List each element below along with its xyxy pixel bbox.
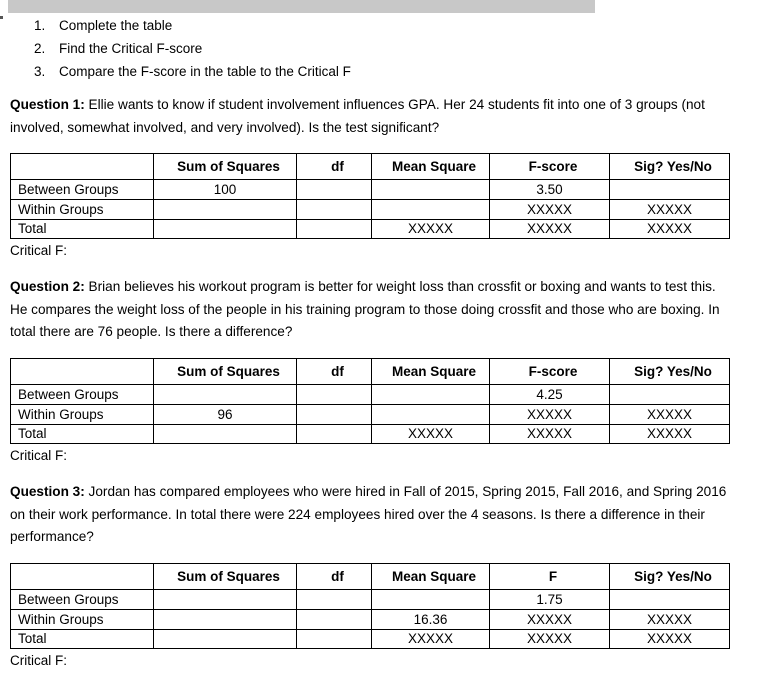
cell-mean-square[interactable]: 16.36 — [372, 610, 490, 630]
cell-mean-square[interactable] — [372, 200, 490, 220]
cell-df[interactable] — [297, 610, 372, 630]
cell-f-score: XXXXX — [490, 405, 610, 425]
row-label: Within Groups — [11, 610, 154, 630]
critical-f-label-1: Critical F: — [10, 243, 67, 258]
row-label: Between Groups — [11, 180, 154, 200]
cell-mean-square: XXXXX — [372, 425, 490, 444]
header-sig: Sig? Yes/No — [610, 359, 730, 385]
table-row-within — [11, 405, 730, 425]
row-label: Total — [11, 630, 154, 649]
top-gray-bar — [8, 0, 595, 13]
header-f-score: F-score — [490, 359, 610, 385]
header-f: F — [490, 564, 610, 590]
critical-f-label-2: Critical F: — [10, 448, 67, 463]
header-mean-square: Mean Square — [372, 564, 490, 590]
table-header-row — [11, 154, 730, 180]
header-sig: Sig? Yes/No — [610, 154, 730, 180]
header-mean-square: Mean Square — [372, 359, 490, 385]
cell-mean-square[interactable] — [372, 180, 490, 200]
row-label: Within Groups — [11, 405, 154, 425]
cell-df[interactable] — [297, 200, 372, 220]
cell-df[interactable] — [297, 180, 372, 200]
table-row-within — [11, 610, 730, 630]
cell-sum-of-squares[interactable] — [154, 220, 297, 239]
cell-df[interactable] — [297, 425, 372, 444]
cell-sum-of-squares[interactable]: 96 — [154, 405, 297, 425]
header-sum-of-squares: Sum of Squares — [154, 564, 297, 590]
anova-table-1 — [10, 153, 730, 239]
cell-sig: XXXXX — [610, 425, 730, 444]
cell-sum-of-squares[interactable]: 100 — [154, 180, 297, 200]
cell-sig: XXXXX — [610, 220, 730, 239]
table-header-row — [11, 359, 730, 385]
row-label: Within Groups — [11, 200, 154, 220]
header-f-score: F-score — [490, 154, 610, 180]
cell-f-score[interactable]: 3.50 — [490, 180, 610, 200]
header-cell — [11, 359, 154, 385]
table-row-within — [11, 200, 730, 220]
table-row-between — [11, 590, 730, 610]
cell-mean-square[interactable] — [372, 385, 490, 405]
cell-df[interactable] — [297, 590, 372, 610]
anova-table-3 — [10, 563, 730, 649]
step-3: 3. Compare the F-score in the table to the Critical F — [34, 64, 351, 79]
cell-mean-square[interactable] — [372, 405, 490, 425]
cell-f-score: XXXXX — [490, 630, 610, 649]
cell-sig: XXXXX — [610, 630, 730, 649]
cell-f-score: XXXXX — [490, 200, 610, 220]
question-1-text: Question 1: Ellie wants to know if student involvement influences GPA. Her 24 students fit into one of 3 groups (not involved, somewhat involved, and very involved). Is the test significant? — [10, 97, 705, 135]
cell-sig: XXXXX — [610, 405, 730, 425]
row-label: Between Groups — [11, 385, 154, 405]
table-row-total — [11, 630, 730, 649]
table-row-total — [11, 425, 730, 444]
header-df: df — [297, 154, 372, 180]
step-2: 2. Find the Critical F-score — [34, 41, 203, 56]
question-2-text: Question 2: Brian believes his workout program is better for weight loss than crossfit or boxing and wants to test this. He compares the weight loss of the people in his training program to those doing crossfit and those who are boxing. In total there are 76 people. Is there a difference? — [10, 279, 720, 339]
cell-f-score: XXXXX — [490, 425, 610, 444]
header-mean-square: Mean Square — [372, 154, 490, 180]
question-3-label: Question 3: — [10, 484, 85, 499]
cell-sum-of-squares[interactable] — [154, 630, 297, 649]
header-sum-of-squares: Sum of Squares — [154, 154, 297, 180]
cell-df[interactable] — [297, 630, 372, 649]
header-sum-of-squares: Sum of Squares — [154, 359, 297, 385]
cell-mean-square: XXXXX — [372, 220, 490, 239]
table-row-total — [11, 220, 730, 239]
cell-f-score: XXXXX — [490, 610, 610, 630]
cell-sum-of-squares[interactable] — [154, 590, 297, 610]
cell-df[interactable] — [297, 220, 372, 239]
header-df: df — [297, 564, 372, 590]
cell-mean-square[interactable] — [372, 590, 490, 610]
table-row-between — [11, 385, 730, 405]
row-label: Total — [11, 425, 154, 444]
critical-f-label-3: Critical F: — [10, 653, 67, 668]
question-1-label: Question 1: — [10, 97, 85, 112]
question-3-text: Question 3: Jordan has compared employees who were hired in Fall of 2015, Spring 2015, Fall 2016, and Spring 2016 on their work performance. In total there were 224 employees hired over the 4 seasons. Is there a difference in their performance? — [10, 484, 727, 544]
cell-sig[interactable] — [610, 180, 730, 200]
cell-f-score[interactable]: 4.25 — [490, 385, 610, 405]
header-cell — [11, 564, 154, 590]
row-label: Total — [11, 220, 154, 239]
cell-sum-of-squares[interactable] — [154, 200, 297, 220]
cell-f-score: XXXXX — [490, 220, 610, 239]
cell-mean-square: XXXXX — [372, 630, 490, 649]
cell-sum-of-squares[interactable] — [154, 610, 297, 630]
cell-df[interactable] — [297, 385, 372, 405]
cell-sig[interactable] — [610, 590, 730, 610]
cell-sig[interactable] — [610, 385, 730, 405]
cell-sig: XXXXX — [610, 610, 730, 630]
table-row-between — [11, 180, 730, 200]
row-label: Between Groups — [11, 590, 154, 610]
step-1: 1. Complete the table — [34, 18, 173, 33]
header-df: df — [297, 359, 372, 385]
cell-sum-of-squares[interactable] — [154, 385, 297, 405]
cell-sum-of-squares[interactable] — [154, 425, 297, 444]
cell-f-score[interactable]: 1.75 — [490, 590, 610, 610]
cell-df[interactable] — [297, 405, 372, 425]
header-sig: Sig? Yes/No — [610, 564, 730, 590]
table-header-row — [11, 564, 730, 590]
header-cell — [11, 154, 154, 180]
margin-mark — [0, 16, 3, 19]
instruction-steps — [34, 14, 351, 83]
cell-sig: XXXXX — [610, 200, 730, 220]
question-2-label: Question 2: — [10, 279, 85, 294]
anova-table-2 — [10, 358, 730, 444]
